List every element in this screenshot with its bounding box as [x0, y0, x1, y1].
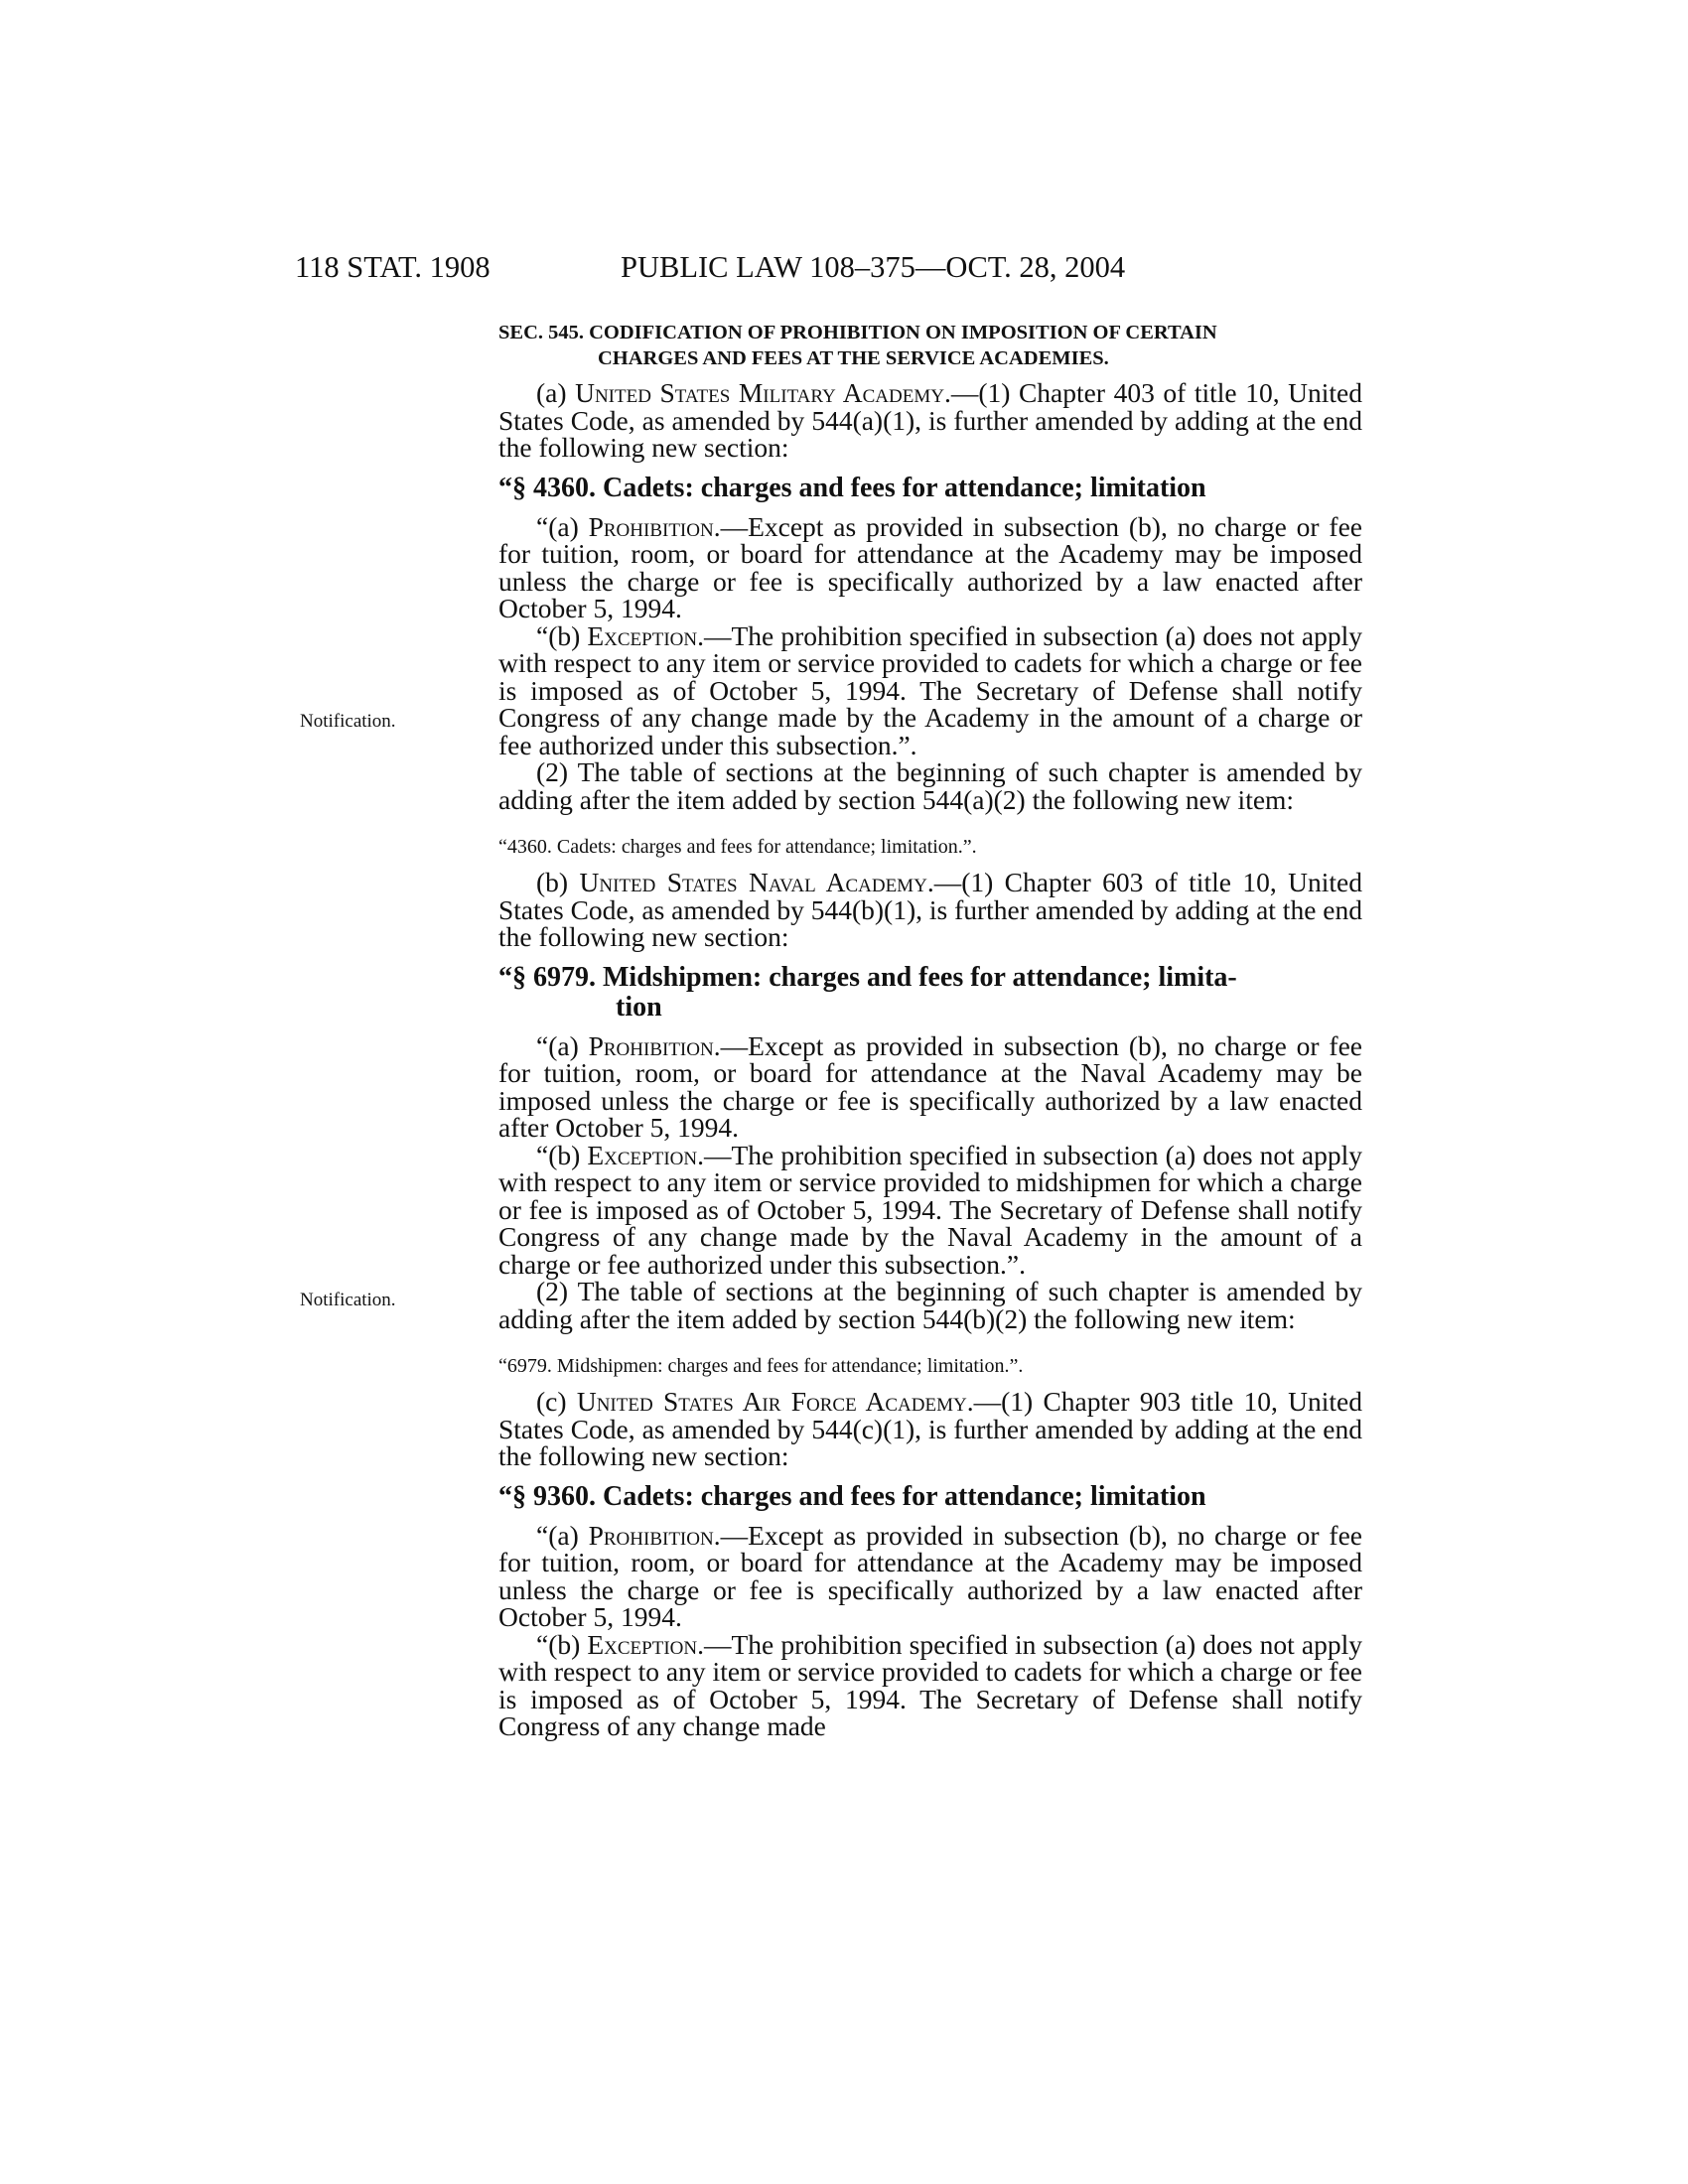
subsection-exception: “(b) Exception.—The prohibition specified in subsection (a) does not apply with respect to any item or service provided to midshipmen for which a charge or fee is imposed as of October 5, 1994. The Secretary of Defense shall notify Congress of any change made by the Naval Academy in the amount of a charge or fee authorized under this subsection.”.: [498, 1139, 1362, 1280]
paragraph-table-of-sections: (2) The table of sections at the beginning of such chapter is amended by adding after the item added by section 544(b)(2) the following new item:: [498, 1276, 1362, 1334]
paragraph-b-lead: (b) United States Naval Academy.—(1) Chapter 603 of title 10, United States Code, as amended by 544(b)(1), is further amended by adding at the end the following new section:: [498, 867, 1363, 952]
subsection-prohibition: “(a) Prohibition.—Except as provided in subsection (b), no charge or fee for tuition, room, or board for attendance at the Academy may be imposed unless the charge or fee is specifically authorized by a law enacted after October 5, 1994.: [498, 1519, 1362, 1632]
section-heading-line: CHARGES AND FEES AT THE SERVICE ACADEMIES.: [598, 347, 1109, 369]
subsection-exception: “(b) Exception.—The prohibition specified in subsection (a) does not apply with respect to any item or service provided to cadets for which a charge or fee is imposed as of October 5, 1994. The Secretary of Defense shall notify Congress of any change made by the Academy in the amount of a charge or fee authorized under this subsection.”.: [498, 619, 1362, 760]
new-section-heading-9360: “§ 9360. Cadets: charges and fees for attendance; limitation: [498, 1480, 1206, 1512]
table-item: “6979. Midshipmen: charges and fees for attendance; limitation.”.: [498, 1355, 1024, 1377]
section-heading-line: SEC. 545. CODIFICATION OF PROHIBITION ON IMPOSITION OF CERTAIN: [498, 322, 1217, 343]
subsection-prohibition: “(a) Prohibition.—Except as provided in subsection (b), no charge or fee for tuition, room, or board for attendance at the Naval Academy may be imposed unless the charge or fee is specifically authorized by a law enacted after October 5, 1994.: [498, 1029, 1362, 1143]
subsection-prohibition: “(a) Prohibition.—Except as provided in subsection (b), no charge or fee for tuition, room, or board for attendance at the Academy may be imposed unless the charge or fee is specifically authorized by a law enacted after October 5, 1994.: [498, 510, 1362, 623]
public-law-citation: PUBLIC LAW 108–375—OCT. 28, 2004: [621, 250, 1126, 284]
new-section-heading-4360: “§ 4360. Cadets: charges and fees for attendance; limitation: [498, 472, 1206, 503]
statute-page-number: 118 STAT. 1908: [295, 250, 491, 284]
section-heading: [498, 320, 1362, 371]
paragraph-a-lead: (a) United States Military Academy.—(1) Chapter 403 of title 10, United States Code, as amended by 544(a)(1), is further amended by adding at the end the following new section:: [498, 377, 1362, 463]
page-header: [295, 250, 1367, 290]
margin-note-notification: Notification.: [300, 711, 396, 732]
new-section-heading-6979: “§ 6979. Midshipmen: charges and fees for attendance; limita- tion: [498, 961, 1237, 1023]
paragraph-table-of-sections: (2) The table of sections at the beginning of such chapter is amended by adding after the item added by section 544(a)(2) the following new item:: [498, 756, 1362, 815]
body-column: [498, 320, 1362, 1740]
paragraph-c-lead: (c) United States Air Force Academy.—(1) Chapter 903 title 10, United States Code, as amended by 544(c)(1), is further amended by adding at the end the following new section:: [498, 1386, 1362, 1471]
table-item: “4360. Cadets: charges and fees for attendance; limitation.”.: [498, 836, 977, 858]
subsection-exception: “(b) Exception.—The prohibition specified in subsection (a) does not apply with respect to any item or service provided to cadets for which a charge or fee is imposed as of October 5, 1994. The Secretary of Defense shall notify Congress of any change made: [498, 1628, 1362, 1741]
margin-note-notification: Notification.: [300, 1290, 396, 1310]
